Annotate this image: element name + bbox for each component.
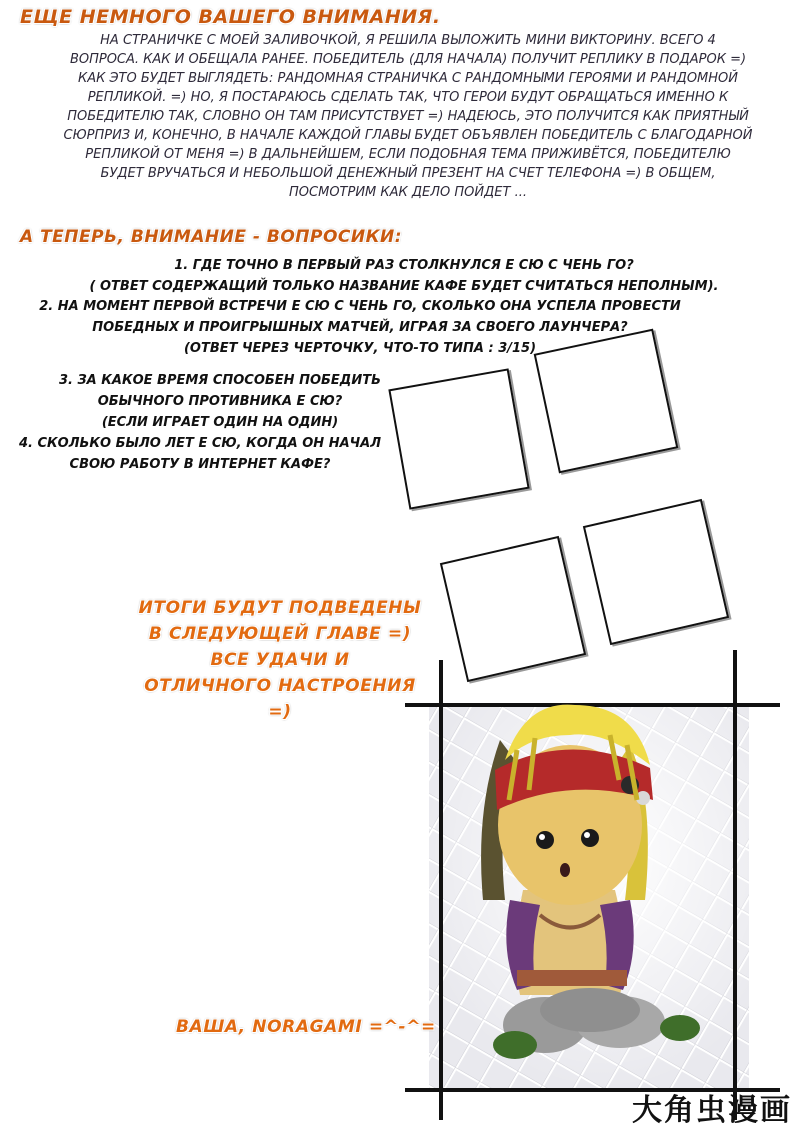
watermark: 大角虫漫画 [632,1093,792,1128]
question-2-text: 2. НА МОМЕНТ ПЕРВОЙ ВСТРЕЧИ Е СЮ С ЧЕНЬ ГО, СКОЛЬКО ОНА УСПЕЛА ПРОВЕСТИ [39,299,681,314]
question-3-text: ОБЫЧНОГО ПРОТИВНИКА Е СЮ? [97,394,343,409]
results-note [130,595,430,725]
question-4-text: СВОЮ РАБОТУ В ИНТЕРНЕТ КАФЕ? [69,457,331,472]
results-line: ВСЕ УДАЧИ И [210,650,350,670]
intro-line: РЕПЛИКОЙ ОТ МЕНЯ =) В ДАЛЬНЕЙШЕМ, ЕСЛИ ПОДОБНАЯ ТЕМА ПРИЖИВЁТСЯ, ПОБЕДИТЕЛЮ [85,147,731,162]
question-4-text: 4. СКОЛЬКО БЫЛО ЛЕТ Е СЮ, КОГДА ОН НАЧАЛ [18,436,382,451]
question-2-note: (ОТВЕТ ЧЕРЕЗ ЧЕРТОЧКУ, ЧТО-ТО ТИПА : 3/15) [183,341,537,356]
intro-line: ПОБЕДИТЕЛЮ ТАК, СЛОВНО ОН ТАМ ПРИСУТСТВУЕТ =) НАДЕЮСЬ, ЭТО ПОЛУЧИТСЯ КАК ПРИЯТНЫЙ [67,109,749,124]
intro-line: ПОСМОТРИМ КАК ДЕЛО ПОЙДЕТ ... [289,185,527,200]
intro-line: КАК ЭТО БУДЕТ ВЫГЛЯДЕТЬ: РАНДОМНАЯ СТРАНИЧКА С РАНДОМНЫМИ ГЕРОЯМИ И РАНДОМНОЙ [77,71,738,86]
questions-heading: А ТЕПЕРЬ, ВНИМАНИЕ - ВОПРОСИКИ: [20,227,403,247]
empty-frame [534,329,679,474]
page-title: ЕЩЕ НЕМНОГО ВАШЕГО ВНИМАНИЯ. [20,6,441,28]
empty-frame [583,499,729,645]
signature: ВАША, NORAGAMI =^-^= [176,1017,436,1037]
intro-line: НА СТРАНИЧКЕ С МОЕЙ ЗАЛИВОЧКОЙ, Я РЕШИЛА ВЫЛОЖИТЬ МИНИ ВИКТОРИНУ. ВСЕГО 4 [100,33,716,48]
question-4 [10,433,390,475]
question-1-note: ( ОТВЕТ СОДЕРЖАЩИЙ ТОЛЬКО НАЗВАНИЕ КАФЕ БУДЕТ СЧИТАТЬСЯ НЕПОЛНЫМ). [89,279,719,294]
question-3-text: 3. ЗА КАКОЕ ВРЕМЯ СПОСОБЕН ПОБЕДИТЬ [58,373,382,388]
results-line: В СЛЕДУЮЩЕЙ ГЛАВЕ =) [148,624,412,644]
intro-line: РЕПЛИКОЙ. =) НО, Я ПОСТАРАЮСЬ СДЕЛАТЬ ТАК, ЧТО ГЕРОИ БУДУТ ОБРАЩАТЬСЯ ИМЕННО К [87,90,729,105]
question-2-text: ПОБЕДНЫХ И ПРОИГРЫШНЫХ МАТЧЕЙ, ИГРАЯ ЗА СВОЕГО ЛАУНЧЕРА? [92,320,628,335]
question-3-note: (ЕСЛИ ИГРАЕТ ОДИН НА ОДИН) [101,415,339,430]
question-3 [50,370,390,433]
chibi-character-illustration [405,650,780,1120]
question-1 [14,255,794,297]
question-1-text: 1. ГДЕ ТОЧНО В ПЕРВЫЙ РАЗ СТОЛКНУЛСЯ Е СЮ С ЧЕНЬ ГО? [174,258,634,273]
results-line: ОТЛИЧНОГО НАСТРОЕНИЯ =) [144,676,416,722]
results-line: ИТОГИ БУДУТ ПОДВЕДЕНЫ [138,598,422,618]
intro-line: СЮРПРИЗ И, КОНЕЧНО, В НАЧАЛЕ КАЖДОЙ ГЛАВЫ БУДЕТ ОБЪЯВЛЕН ПОБЕДИТЕЛЬ С БЛАГОДАРНОЙ [63,128,753,143]
intro-paragraph [18,31,798,202]
intro-line: БУДЕТ ВРУЧАТЬСЯ И НЕБОЛЬШОЙ ДЕНЕЖНЫЙ ПРЕЗЕНТ НА СЧЕТ ТЕЛЕФОНА =) В ОБЩЕМ, [100,166,716,181]
intro-line: ВОПРОСА. КАК И ОБЕЩАЛА РАНЕЕ. ПОБЕДИТЕЛЬ (ДЛЯ НАЧАЛА) ПОЛУЧИТ РЕПЛИКУ В ПОДАРОК =) [69,52,747,67]
empty-frame [388,368,529,509]
